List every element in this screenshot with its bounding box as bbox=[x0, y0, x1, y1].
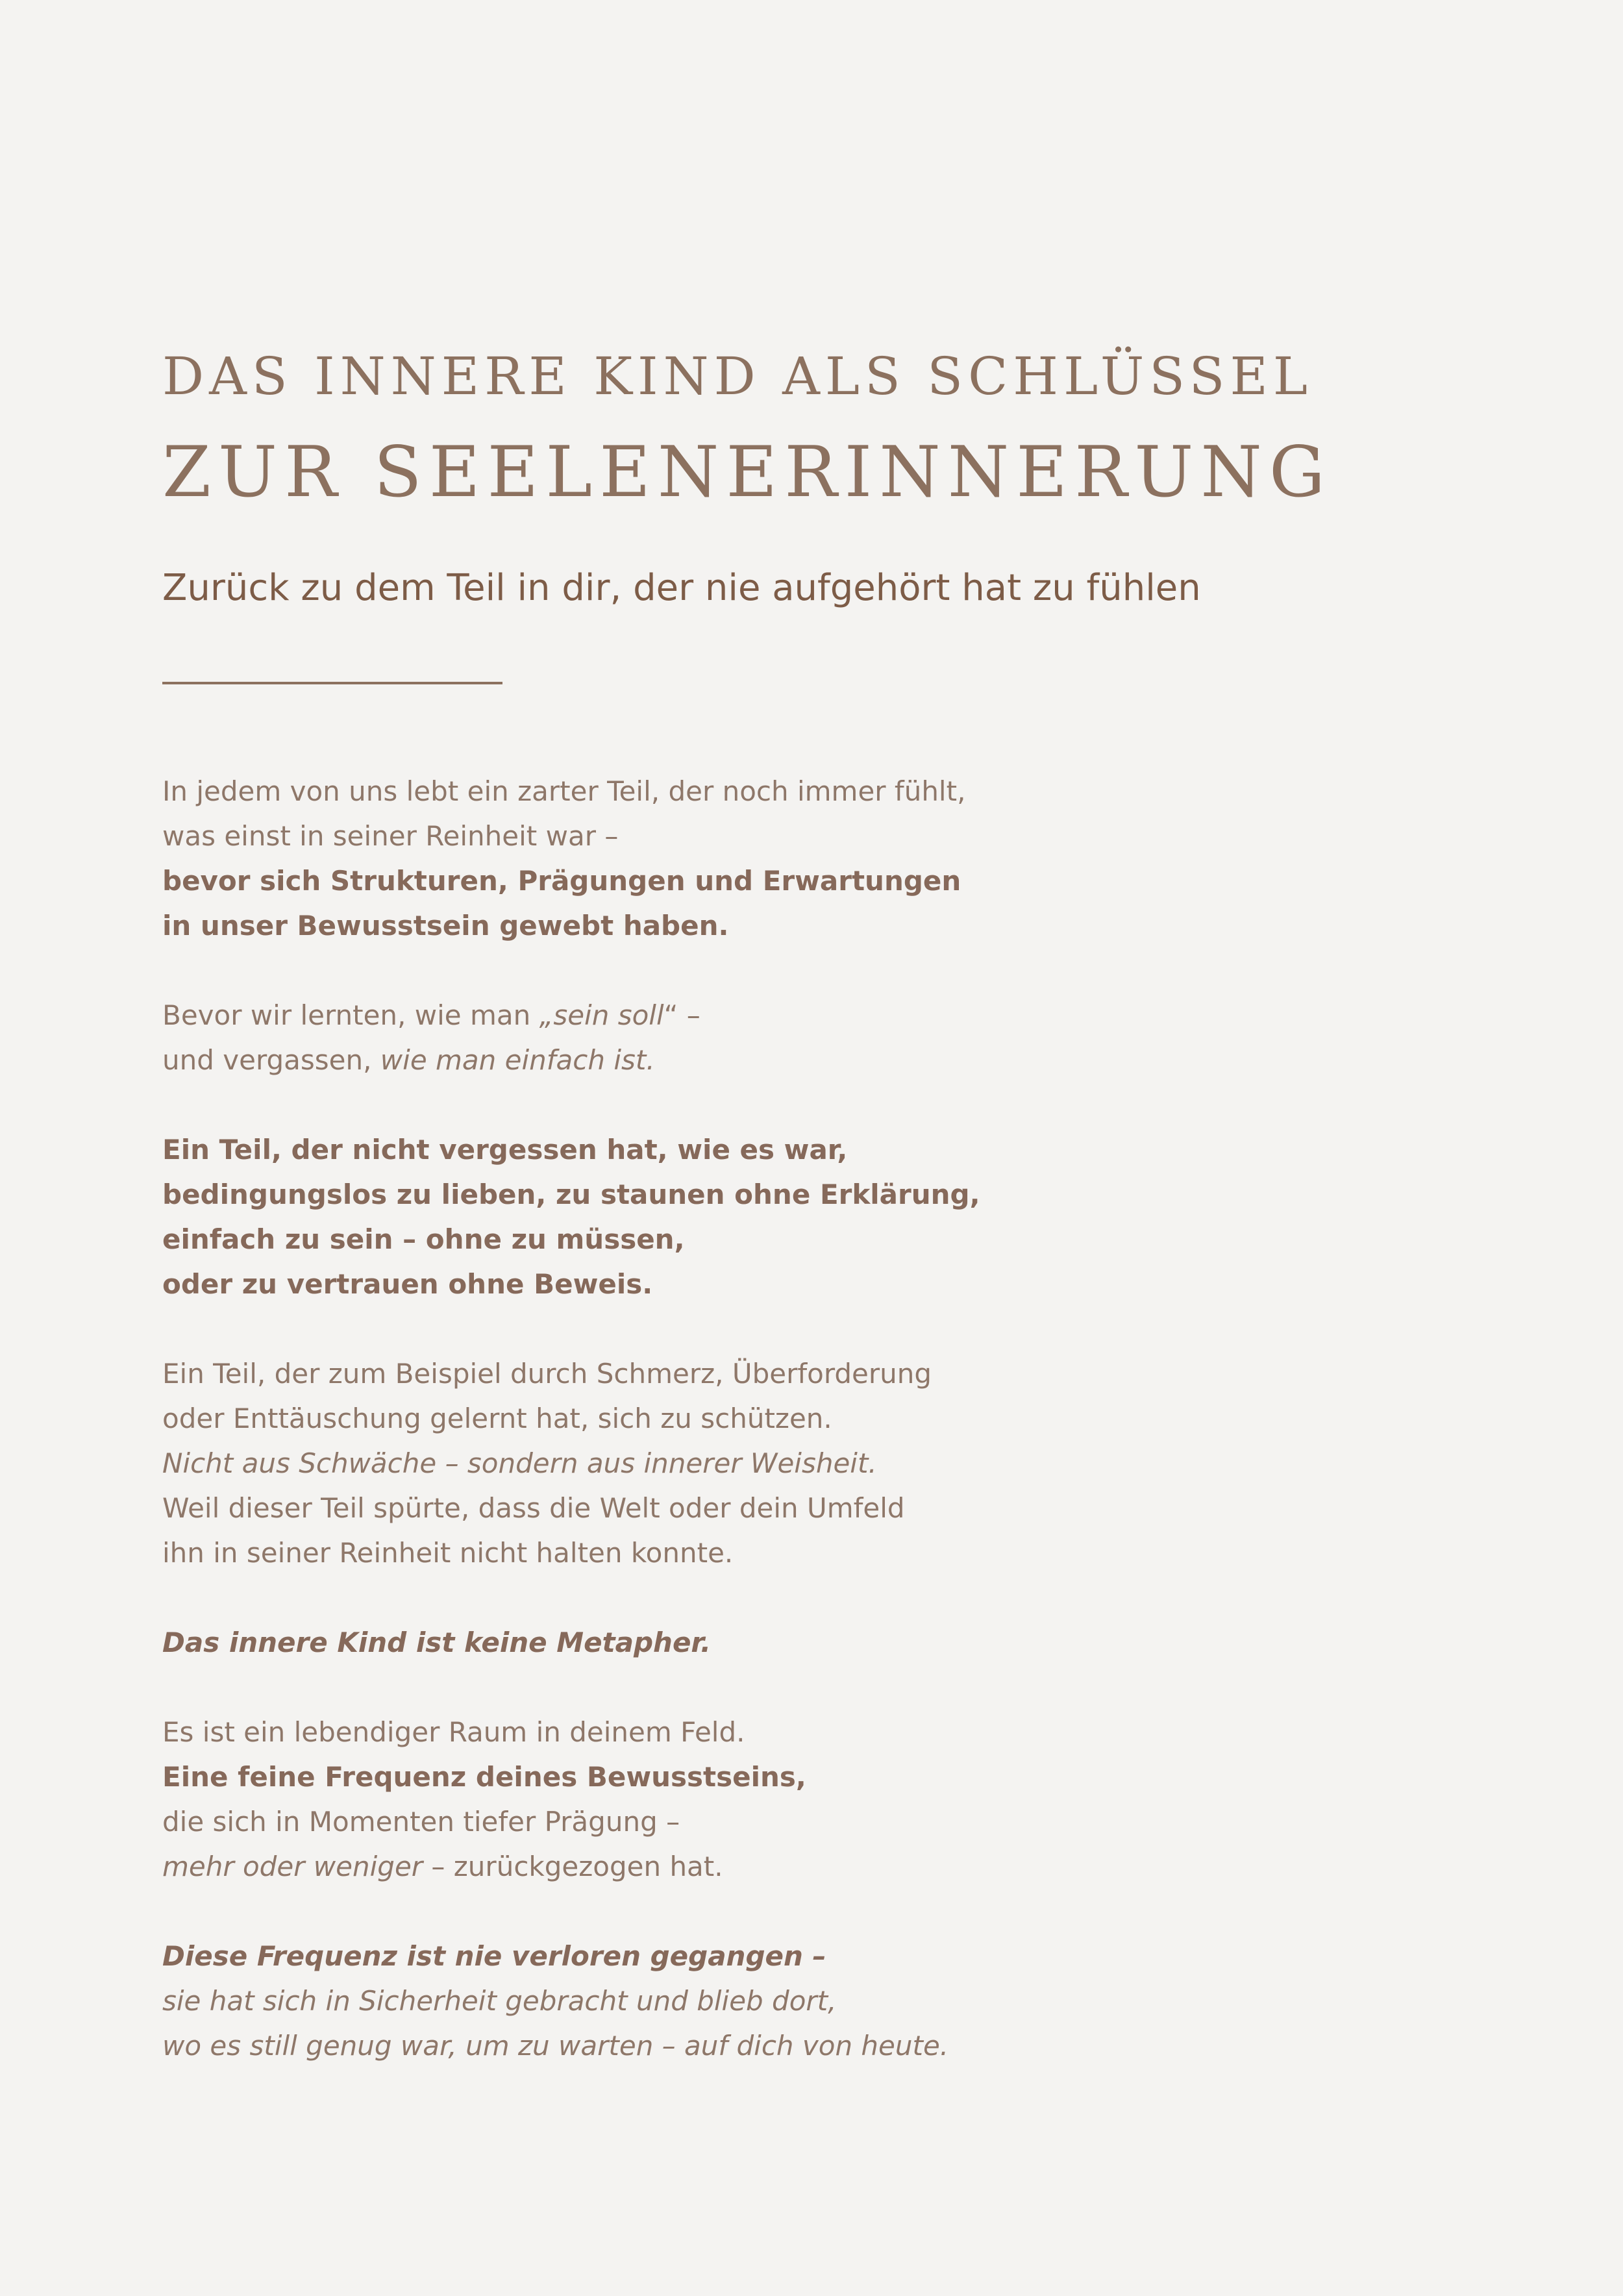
paragraph-line-bold-italic: Das innere Kind ist keine Metapher. bbox=[162, 1627, 712, 1658]
page-title-line-1: DAS INNERE KIND ALS SCHLÜSSEL bbox=[162, 346, 1313, 406]
paragraph-line-italic: wo es still genug war, um zu warten – auf dich von heute. bbox=[162, 2030, 949, 2062]
paragraph-line-bold: Eine feine Frequenz deines Bewusstseins, bbox=[162, 1761, 806, 1793]
paragraph-line-italic: Nicht aus Schwäche – sondern aus innerer Weisheit. bbox=[162, 1447, 877, 1479]
text-run: Bevor wir lernten, wie man bbox=[162, 999, 539, 1031]
paragraph-line: Ein Teil, der zum Beispiel durch Schmerz, Überforderung bbox=[162, 1358, 932, 1390]
paragraph-1 bbox=[162, 769, 1266, 948]
paragraph-line-italic: sie hat sich in Sicherheit gebracht und blieb dort, bbox=[162, 1985, 837, 2017]
text-run: – zurückgezogen hat. bbox=[423, 1851, 723, 1882]
paragraph-line: die sich in Momenten tiefer Prägung – bbox=[162, 1806, 680, 1838]
body-text bbox=[162, 769, 1266, 2113]
paragraph-4 bbox=[162, 1351, 1266, 1575]
paragraph-line: Es ist ein lebendiger Raum in deinem Feld. bbox=[162, 1716, 745, 1748]
text-run: “ – bbox=[663, 999, 700, 1031]
paragraph-line-bold-italic: Diese Frequenz ist nie verloren gegangen – bbox=[162, 1940, 826, 1972]
paragraph-line-bold: Ein Teil, der nicht vergessen hat, wie es war, bbox=[162, 1134, 848, 1166]
paragraph-2 bbox=[162, 993, 1266, 1082]
paragraph-5 bbox=[162, 1620, 1266, 1665]
paragraph-line-bold: bevor sich Strukturen, Prägungen und Erwartungen bbox=[162, 865, 961, 897]
paragraph-6 bbox=[162, 1710, 1266, 1889]
paragraph-line: In jedem von uns lebt ein zarter Teil, der noch immer fühlt, bbox=[162, 775, 966, 807]
page-title-line-2: ZUR SEELENERINNERUNG bbox=[162, 432, 1333, 513]
paragraph-line: Weil dieser Teil spürte, dass die Welt oder dein Umfeld bbox=[162, 1492, 905, 1524]
text-run-italic: mehr oder weniger bbox=[162, 1851, 423, 1882]
paragraph-line bbox=[162, 1038, 1266, 1082]
paragraph-line: oder Enttäuschung gelernt hat, sich zu schützen. bbox=[162, 1403, 832, 1434]
paragraph-line: ihn in seiner Reinheit nicht halten konnte. bbox=[162, 1537, 734, 1569]
paragraph-line: was einst in seiner Reinheit war – bbox=[162, 820, 619, 852]
title-divider bbox=[162, 682, 502, 684]
paragraph-line-bold: bedingungslos zu lieben, zu staunen ohne Erklärung, bbox=[162, 1179, 980, 1210]
paragraph-3 bbox=[162, 1127, 1266, 1306]
paragraph-line bbox=[162, 1844, 1266, 1889]
paragraph-line bbox=[162, 993, 1266, 1038]
paragraph-line-bold: in unser Bewusstsein gewebt haben. bbox=[162, 910, 729, 942]
paragraph-line-bold: einfach zu sein – ohne zu müssen, bbox=[162, 1223, 685, 1255]
text-run-italic: wie man einfach ist. bbox=[380, 1044, 655, 1076]
text-run-italic: „sein soll bbox=[539, 999, 664, 1031]
paragraph-line-bold: oder zu vertrauen ohne Beweis. bbox=[162, 1268, 653, 1300]
text-run: und vergassen, bbox=[162, 1044, 380, 1076]
paragraph-7 bbox=[162, 1934, 1266, 2068]
page-subtitle: Zurück zu dem Teil in dir, der nie aufgehört hat zu fühlen bbox=[162, 567, 1201, 609]
